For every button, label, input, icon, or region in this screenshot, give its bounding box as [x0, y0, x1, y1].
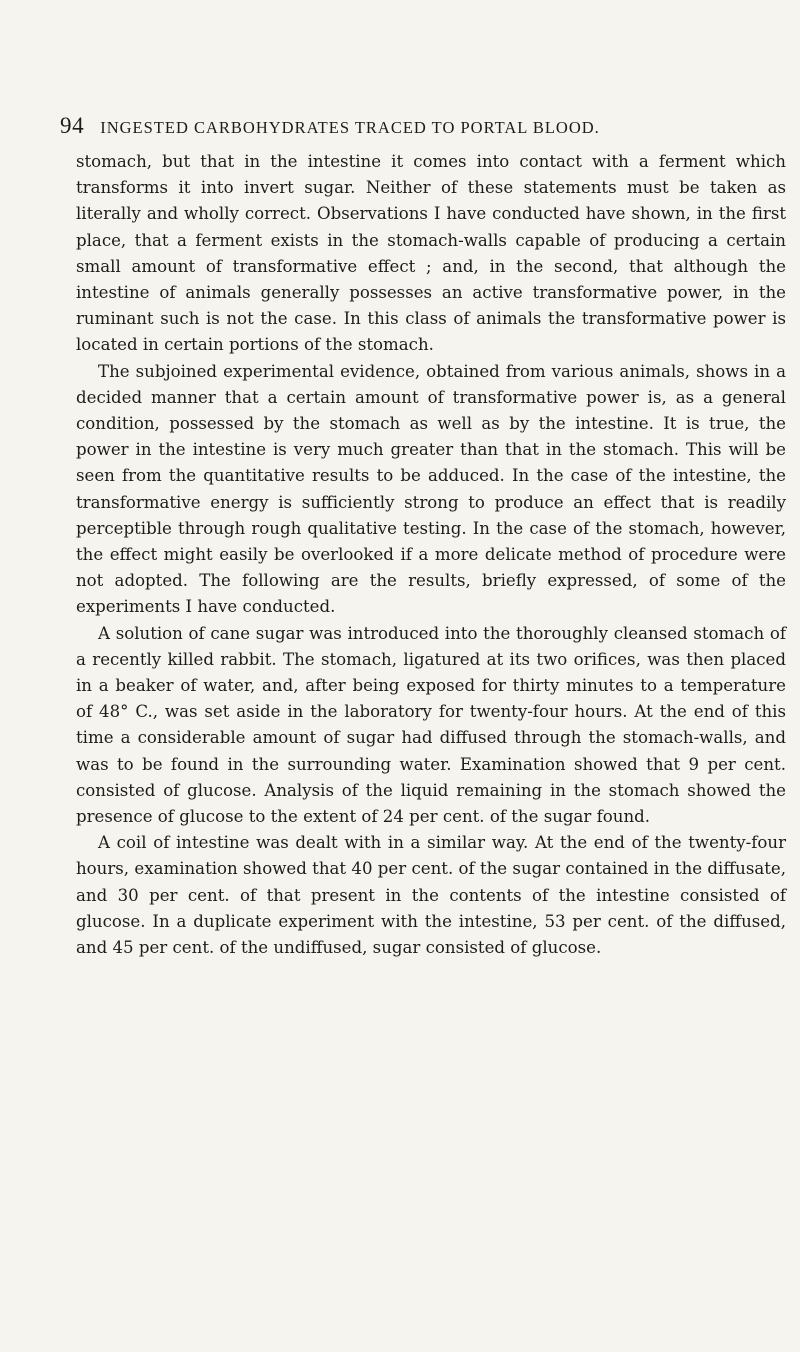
paragraph-experimental-evidence: The subjoined experimental evidence, obtained from various animals, shows in a decided manner that a certain amount of transformative power is, as a general condition, possessed by the stomach as well as by the intestine. It is true, the power in the intestine is very much greater than that in the stomach. This will be seen from the quantitative results to be adduced. In the case of the intestine, the transformative energy is sufficiently strong to produce an effect that is readily perceptible through rough qualitative testing. In the case of the stomach, however, the effect might easily be overlooked if a more delicate method of procedure were not adopted. The following are the results, briefly expressed, of some of the experiments I have conducted. — [76, 361, 786, 617]
paragraph-continued: stomach, but that in the intestine it comes into contact with a ferment which transforms it into invert sugar. Neither of these statements must be taken as literally and wholly correct. Observations I have conducted have shown, in the first place, that a ferment exists in the stomach-walls capable of producing a certain small amount of transformative effect ; and, in the second, that although the intestine of animals generally possesses an active transformative power, in the ruminant such is not the case. In this class of animals the transformative power is located in certain portions of the stomach. — [76, 152, 786, 355]
running-title: INGESTED CARBOHYDRATES TRACED TO PORTAL BLOOD. — [100, 118, 600, 137]
page-number: 94 — [60, 113, 85, 138]
body-text — [76, 149, 786, 961]
running-head — [60, 113, 786, 139]
paragraph-intestine-experiment: A coil of intestine was dealt with in a similar way. At the end of the twenty-four hours, examination showed that 40 per cent. of the sugar contained in the diffusate, and 30 per cent. of that present in the contents of the intestine consisted of glucose. In a duplicate experiment with the intestine, 53 per cent. of the diffused, and 45 per cent. of the undiffused, sugar consisted of glucose. — [76, 833, 786, 958]
paragraph-stomach-experiment: A solution of cane sugar was introduced into the thoroughly cleansed stomach of a recently killed rabbit. The stomach, ligatured at its two orifices, was then placed in a beaker of water, and, after being exposed for thirty minutes to a temperature of 48° C., was set aside in the laboratory for twenty-four hours. At the end of this time a considerable amount of sugar had diffused through the stomach-walls, and was to be found in the surrounding water. Examination showed that 9 per cent. consisted of glucose. Analysis of the liquid remaining in the stomach showed the presence of glucose to the extent of 24 per cent. of the sugar found. — [76, 623, 786, 827]
